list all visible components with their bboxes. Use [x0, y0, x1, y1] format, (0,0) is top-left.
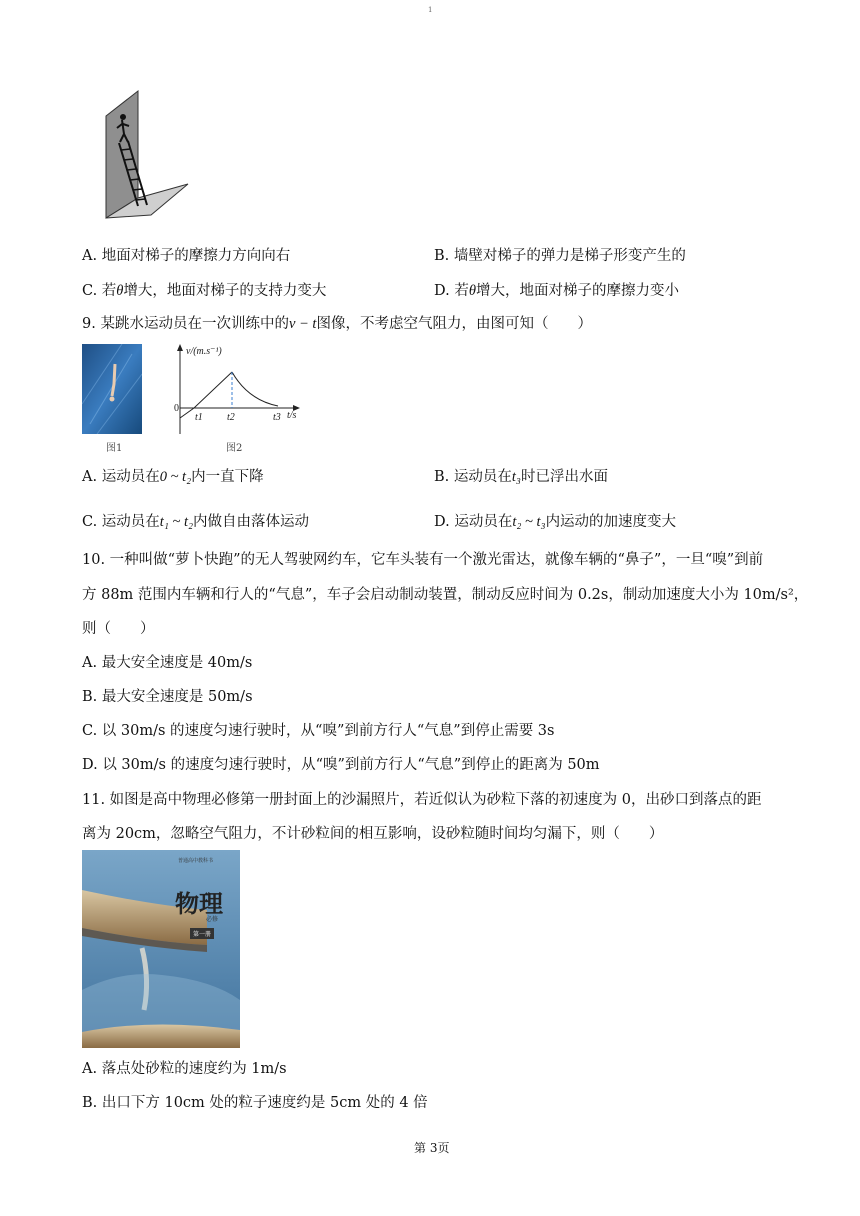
graph-tick-t3: t3 — [273, 412, 281, 423]
q10-option-d: D. 以 30m/s 的速度匀速行驶时，从“嗅”到前方行人“气息”到停止的距离为 50m — [82, 757, 600, 773]
q9-option-a: A. 运动员在0 ~ t₂内一直下降 — [82, 469, 264, 485]
book-volume: 第一册 — [190, 928, 214, 939]
graph-origin: 0 — [174, 403, 179, 414]
q8-option-a: A. 地面对梯子的摩擦力方向向右 — [82, 248, 291, 264]
ladder-figure — [86, 88, 196, 228]
q11-stem-line2: 离为 20cm，忽略空气阻力，不计砂粒间的相互影响，设砂粒随时间均匀漏下，则（ ） — [82, 826, 664, 842]
q10-option-b: B. 最大安全速度是 50m/s — [82, 689, 253, 705]
physics-book-cover — [82, 850, 240, 1048]
page-number: 第 3页 — [414, 1141, 450, 1155]
graph-tick-t1: t1 — [195, 412, 203, 423]
graph-x-label: t/s — [287, 410, 297, 421]
q10-option-a: A. 最大安全速度是 40m/s — [82, 655, 253, 671]
q10-stem-line1: 10. 一种叫做“萝卜快跑”的无人驾驶网约车，它车头装有一个激光雷达，就像车辆的“鼻子”，一旦“嗅”到前 — [82, 552, 764, 568]
q8-option-c: C. 若θ增大，地面对梯子的支持力变大 — [82, 283, 327, 299]
q8-option-b: B. 墙壁对梯子的弹力是梯子形变产生的 — [434, 248, 686, 264]
book-subtitle: 必修 — [206, 916, 219, 923]
graph-tick-t2: t2 — [227, 412, 235, 423]
diver-photo — [82, 344, 142, 434]
q11-option-a: A. 落点处砂粒的速度约为 1m/s — [82, 1061, 287, 1077]
q10-stem-line2: 方 88m 范围内车辆和行人的“气息”，车子会启动制动装置，制动反应时间为 0.2s，制动加速度大小为 10m/s²， — [82, 587, 809, 603]
page-marker: 1 — [428, 6, 433, 14]
fig2-caption: 图2 — [226, 443, 243, 454]
q8-option-d: D. 若θ增大，地面对梯子的摩擦力变小 — [434, 283, 679, 299]
fig1-caption: 图1 — [106, 443, 123, 454]
q9-option-b: B. 运动员在t₃时已浮出水面 — [434, 469, 608, 485]
book-series-label: 普通高中教科书 — [178, 858, 214, 864]
q9-option-d: D. 运动员在t₂ ~ t₃内运动的加速度变大 — [434, 514, 677, 530]
q9-option-c: C. 运动员在t₁ ~ t₂内做自由落体运动 — [82, 514, 310, 530]
q10-stem-line3: 则（ ） — [82, 621, 155, 637]
q9-stem: 9. 某跳水运动员在一次训练中的v − t图像，不考虑空气阻力，由图可知（ ） — [82, 316, 592, 332]
q11-stem-line1: 11. 如图是高中物理必修第一册封面上的沙漏照片，若近似认为砂粒下落的初速度为 0，出砂口到落点的距 — [82, 792, 762, 808]
graph-y-label: v/(m.s⁻¹) — [186, 346, 222, 357]
vt-graph — [166, 342, 306, 438]
book-title: 物理 — [175, 889, 223, 918]
q11-option-b: B. 出口下方 10cm 处的粒子速度约是 5cm 处的 4 倍 — [82, 1095, 428, 1111]
q10-option-c: C. 以 30m/s 的速度匀速行驶时，从“嗅”到前方行人“气息”到停止需要 3s — [82, 723, 555, 739]
